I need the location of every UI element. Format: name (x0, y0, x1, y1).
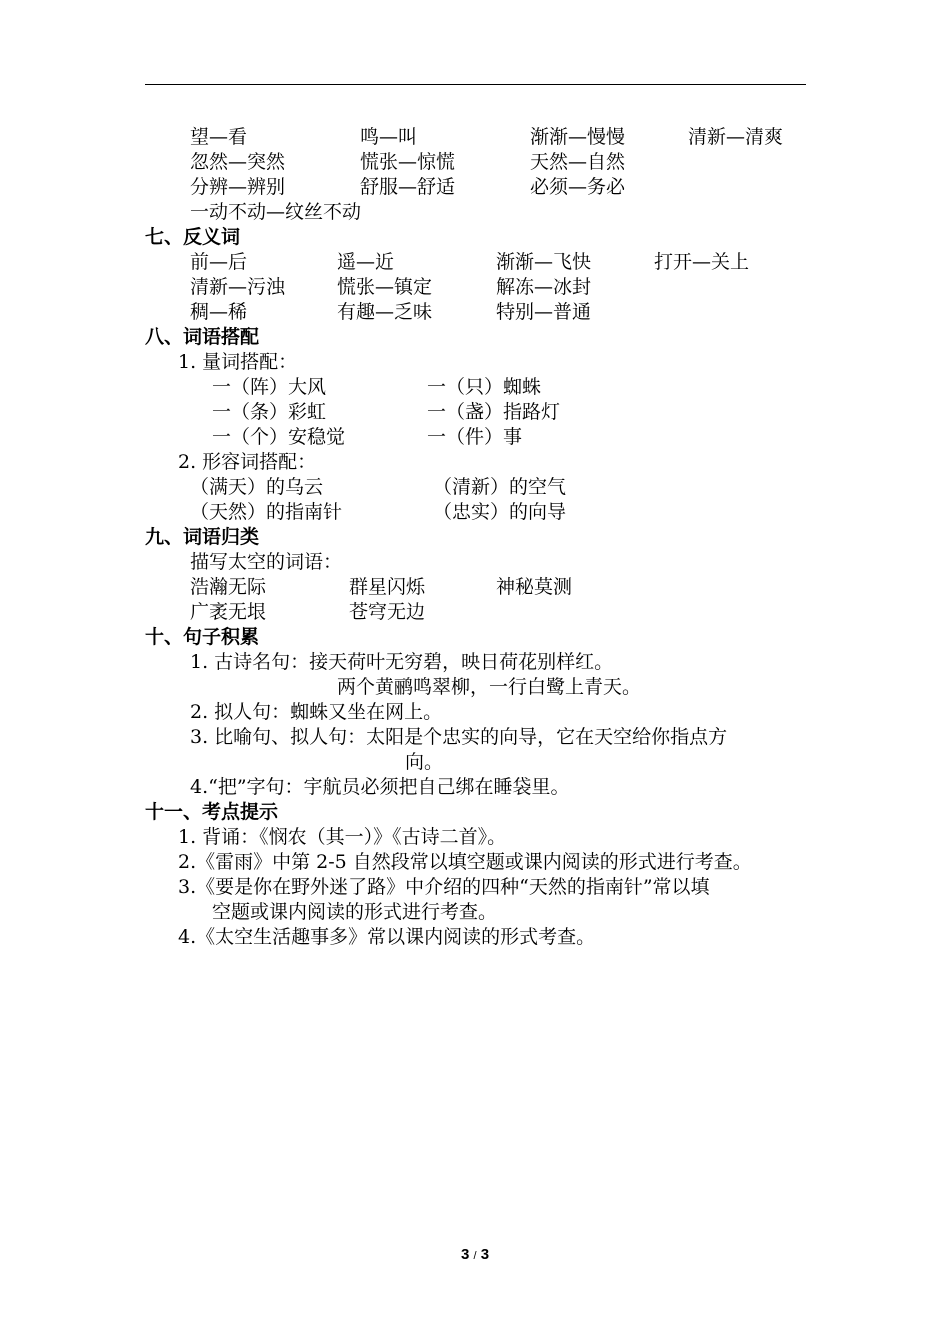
sentence-line: 向。 (405, 751, 444, 773)
synonym-item: 慌张—惊慌 (360, 151, 456, 173)
sentence-line: 两个黄鹂鸣翠柳，一行白鹭上青天。 (337, 676, 642, 698)
exam-tip-line: 4.《太空生活趣事多》常以课内阅读的形式考查。 (178, 926, 596, 948)
section-heading-classification: 九、词语归类 (145, 526, 260, 548)
synonym-item: 天然—自然 (530, 151, 626, 173)
exam-tip-line: 空题或课内阅读的形式进行考查。 (212, 901, 498, 923)
synonym-item: 忽然—突然 (190, 151, 286, 173)
synonym-item: 必须—务必 (530, 176, 626, 198)
synonym-item: 清新—清爽 (688, 126, 784, 148)
antonym-item: 遥—近 (337, 251, 395, 273)
section-heading-exam-tips: 十一、考点提示 (145, 801, 279, 823)
synonym-item: 舒服—舒适 (360, 176, 456, 198)
collocation-item: （忠实）的向导 (433, 501, 567, 523)
collocation-item: 一（件）事 (427, 426, 523, 448)
exam-tip-line: 3.《要是你在野外迷了路》中介绍的四种“天然的指南针”常以填 (178, 876, 710, 898)
antonym-item: 特别—普通 (496, 301, 592, 323)
collocation-item: 一（个）安稳觉 (212, 426, 346, 448)
classification-item: 浩瀚无际 (190, 576, 267, 598)
classification-intro: 描写太空的词语： (190, 551, 343, 573)
section-heading-antonyms: 七、反义词 (145, 226, 241, 248)
subsection-title: 2. 形容词搭配： (178, 451, 317, 473)
classification-item: 群星闪烁 (349, 576, 426, 598)
synonym-item: 鸣—叫 (360, 126, 418, 148)
header-rule (145, 84, 806, 85)
synonym-item: 望—看 (190, 126, 248, 148)
collocation-item: 一（阵）大风 (212, 376, 327, 398)
synonym-item: 渐渐—慢慢 (530, 126, 626, 148)
page-separator: / (473, 1250, 477, 1262)
antonym-item: 慌张—镇定 (337, 276, 433, 298)
sentence-line: 1. 古诗名句：接天荷叶无穷碧，映日荷花别样红。 (190, 651, 614, 673)
sentence-line: 4.“把”字句：宇航员必须把自己绑在睡袋里。 (190, 776, 570, 798)
classification-item: 广袤无垠 (190, 601, 267, 623)
page-current: 3 (460, 1246, 470, 1263)
section-heading-collocation: 八、词语搭配 (145, 326, 260, 348)
collocation-item: 一（只）蜘蛛 (427, 376, 542, 398)
section-heading-sentences: 十、句子积累 (145, 626, 260, 648)
subsection-title: 1. 量词搭配： (178, 351, 298, 373)
collocation-item: （清新）的空气 (433, 476, 567, 498)
antonym-item: 解冻—冰封 (496, 276, 592, 298)
antonym-item: 渐渐—飞快 (496, 251, 592, 273)
synonym-item: 分辨—辨别 (190, 176, 286, 198)
classification-item: 神秘莫测 (496, 576, 573, 598)
antonym-item: 有趣—乏味 (337, 301, 433, 323)
collocation-item: 一（盏）指路灯 (427, 401, 561, 423)
sentence-line: 3. 比喻句、拟人句：太阳是个忠实的向导，它在天空给你指点方 (190, 726, 728, 748)
antonym-item: 前—后 (190, 251, 248, 273)
exam-tip-line: 2.《雷雨》中第 2-5 自然段常以填空题或课内阅读的形式进行考查。 (178, 851, 752, 873)
collocation-item: （天然）的指南针 (190, 501, 343, 523)
antonym-item: 稠—稀 (190, 301, 248, 323)
antonym-item: 清新—污浊 (190, 276, 286, 298)
collocation-item: 一（条）彩虹 (212, 401, 327, 423)
synonym-item: 一动不动—纹丝不动 (190, 201, 362, 223)
collocation-item: （满天）的乌云 (190, 476, 324, 498)
exam-tip-line: 1. 背诵：《悯农（其一）》《古诗二首》。 (178, 826, 507, 848)
classification-item: 苍穹无边 (349, 601, 426, 623)
sentence-line: 2. 拟人句：蜘蛛又坐在网上。 (190, 701, 443, 723)
page-number (0, 1246, 950, 1263)
page-total: 3 (480, 1246, 490, 1263)
antonym-item: 打开—关上 (654, 251, 750, 273)
